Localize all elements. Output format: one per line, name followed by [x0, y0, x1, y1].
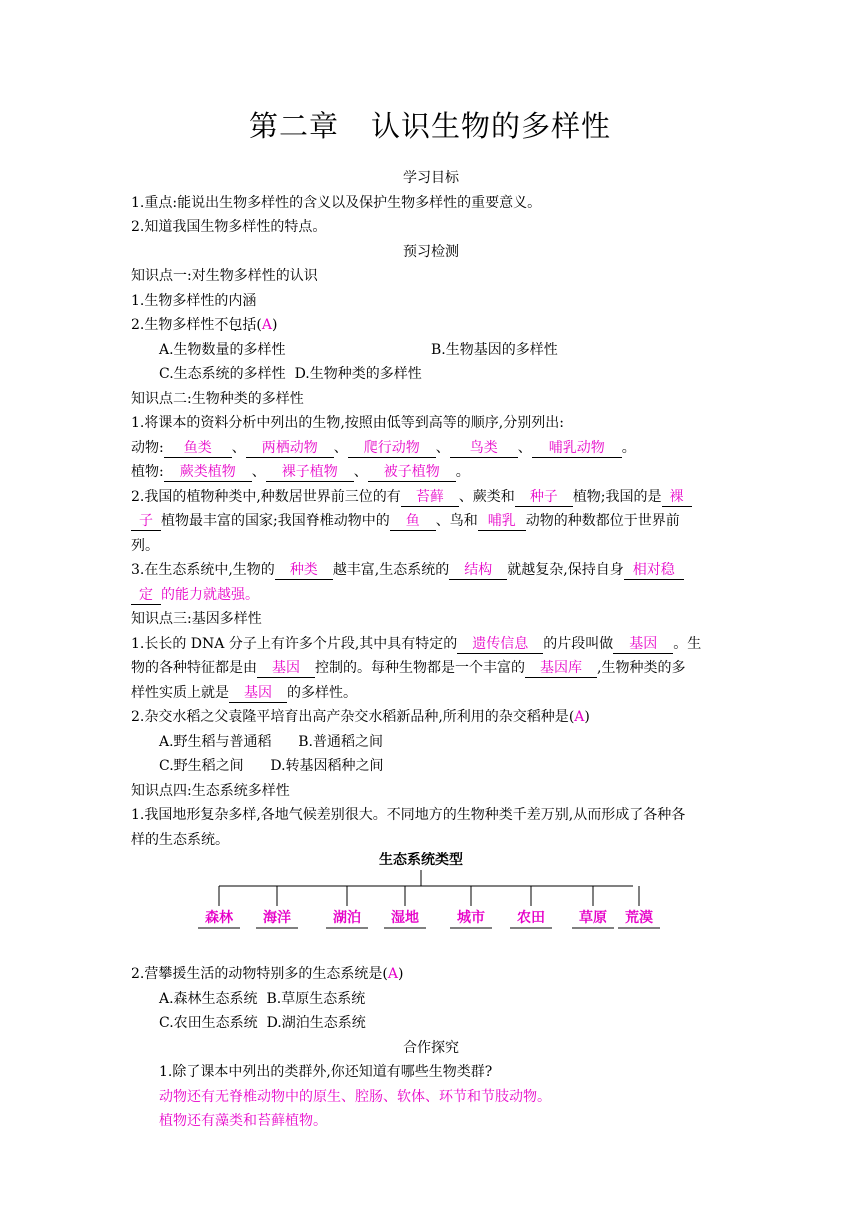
blank: 鸟类 [450, 439, 518, 458]
blank: 定 [131, 586, 161, 605]
k2-q1: 1.将课本的资料分析中列出的生物,按照由低等到高等的顺序,分别列出: [131, 415, 564, 431]
explore-q1: 1.除了课本中列出的类群外,你还知道有哪些生物类群? [159, 1064, 493, 1080]
blank: 裸子植物 [266, 463, 354, 482]
k2-animals: 动物: 鱼类 、 两栖动物 、 爬行动物 、 鸟类 、 哺乳动物 。 [131, 439, 636, 456]
option-a: A.森林生态系统 [159, 990, 258, 1007]
k2-q3-line2: 定 的能力就越强。 [131, 583, 731, 608]
objectives-heading: 学习目标 [403, 170, 459, 186]
leaf-label: 湿地 [391, 910, 419, 926]
blank: 哺乳动物 [532, 439, 622, 458]
blank: 基因 [613, 635, 673, 654]
leaf-label: 森林 [205, 910, 233, 926]
leaf-label: 农田 [517, 910, 545, 926]
k4-q1-line2: 样的生态系统。 [131, 831, 229, 848]
diagram-leaves [198, 886, 660, 928]
k1-options-cd [131, 362, 731, 387]
k3-q1-line1: 1.长长的 DNA 分子上有许多个片段,其中具有特定的 遗传信息 的片段叫做 基因 。生 [131, 635, 702, 652]
blank: 基因 [257, 659, 315, 678]
option-d: D.转基因稻种之间 [270, 758, 384, 774]
blank: 遗传信息 [457, 635, 543, 654]
k4-options-cd [131, 1011, 731, 1036]
chapter-title: 第二章 认识生物的多样性 [248, 109, 612, 143]
preview-heading: 预习检测 [403, 243, 459, 260]
option-c: C.农田生态系统 [159, 1015, 258, 1031]
k3-options-ab [131, 730, 731, 755]
k3-q1-line2: 物的各种特征都是由 基因 控制的。每种生物都是一个丰富的 基因库 ,生物种类的多 [131, 660, 686, 676]
option-c: C.生态系统的多样性 [159, 366, 286, 382]
answer: A [387, 966, 398, 982]
blank: 哺乳 [478, 512, 526, 531]
k2-q2-line2: 子 植物最丰富的国家;我国脊椎动物中的 鱼 、鸟和 哺乳 动物的种数都位于世界前 [131, 509, 731, 534]
k4-q1-line1: 1.我国地形复杂多样,各地气候差别很大。不同地方的生物种类千差万别,从而形成了各种各 [131, 807, 686, 823]
leaf-label: 海洋 [263, 910, 291, 926]
blank: 基因库 [525, 659, 597, 678]
k4-q2: 2.营攀援生活的动物特别多的生态系统是(A) [131, 966, 404, 982]
objective-1: 1.重点:能说出生物多样性的含义以及保护生物多样性的重要意义。 [131, 194, 542, 211]
diagram-root-label: 生态系统类型 [379, 852, 463, 868]
k2-heading: 知识点二:生物种类的多样性 [131, 390, 304, 407]
ecosystem-types-diagram [131, 852, 731, 962]
blank: 蕨类植物 [164, 463, 252, 482]
explore-answer-2: 植物还有藻类和苔藓植物。 [159, 1113, 327, 1129]
option-d: D.生物种类的多样性 [294, 366, 422, 382]
explore-heading: 合作探究 [403, 1039, 459, 1056]
k1-q1: 1.生物多样性的内涵 [131, 292, 257, 309]
option-c: C.野生稻之间 [159, 758, 244, 774]
option-b: B.生物基因的多样性 [431, 341, 558, 358]
blank: 鱼 [390, 512, 436, 531]
explore-answer-1: 动物还有无脊椎动物中的原生、腔肠、软体、环节和节肢动物。 [159, 1088, 551, 1105]
option-a: A.野生稻与普通稻 [159, 733, 272, 750]
blank: 爬行动物 [348, 439, 436, 458]
k3-heading: 知识点三:基因多样性 [131, 611, 262, 627]
k1-q2: 2.生物多样性不包括(A) [131, 317, 278, 333]
blank: 裸 [662, 488, 692, 507]
k2-q2-line3: 列。 [131, 537, 159, 554]
option-d: D.湖泊生态系统 [266, 1015, 366, 1031]
k3-options-cd [131, 754, 731, 779]
k4-options-ab [131, 987, 731, 1012]
k1-heading: 知识点一:对生物多样性的认识 [131, 268, 318, 284]
ecosystem-tree [131, 852, 731, 962]
answer: A [261, 317, 272, 333]
k2-q2-line1: 2.我国的植物种类中,种数居世界前三位的有 苔藓 、蕨类和 种子 植物;我国的是 裸 [131, 485, 731, 510]
blank: 苔藓 [401, 488, 459, 507]
k2-plants: 植物: 蕨类植物 、 裸子植物 、 被子植物 。 [131, 464, 470, 480]
leaf-label: 草原 [579, 910, 607, 926]
leaf-label: 湖泊 [333, 910, 361, 926]
blank: 两栖动物 [246, 439, 334, 458]
blank: 相对稳 [624, 561, 684, 580]
document-body [131, 166, 731, 1134]
blank: 基因 [229, 684, 287, 703]
answer: A [574, 709, 585, 725]
blank: 种类 [275, 561, 333, 580]
blank: 鱼类 [164, 439, 232, 458]
objective-2: 2.知道我国生物多样性的特点。 [131, 219, 327, 235]
option-b: B.普通稻之间 [298, 733, 384, 750]
leaf-label: 城市 [457, 910, 485, 926]
emphasis-dots: 不包括 [214, 317, 257, 333]
blank: 结构 [449, 561, 507, 580]
option-a: A.生物数量的多样性 [159, 341, 286, 358]
blank: 子 [131, 512, 161, 531]
blank: 被子植物 [368, 463, 456, 482]
k4-heading: 知识点四:生态系统多样性 [131, 782, 290, 799]
k3-q1-line3: 样性实质上就是 基因 的多样性。 [131, 684, 357, 701]
blank: 种子 [515, 488, 573, 507]
k3-q2: 2.杂交水稻之父袁隆平培育出高产杂交水稻新品种,所利用的杂交稻种是(A) [131, 709, 590, 725]
option-b: B.草原生态系统 [266, 990, 366, 1007]
leaf-label: 荒漠 [625, 910, 653, 926]
k2-q3-line1: 3.在生态系统中,生物的 种类 越丰富,生态系统的 结构 就越复杂,保持自身 相对稳 [131, 558, 731, 583]
